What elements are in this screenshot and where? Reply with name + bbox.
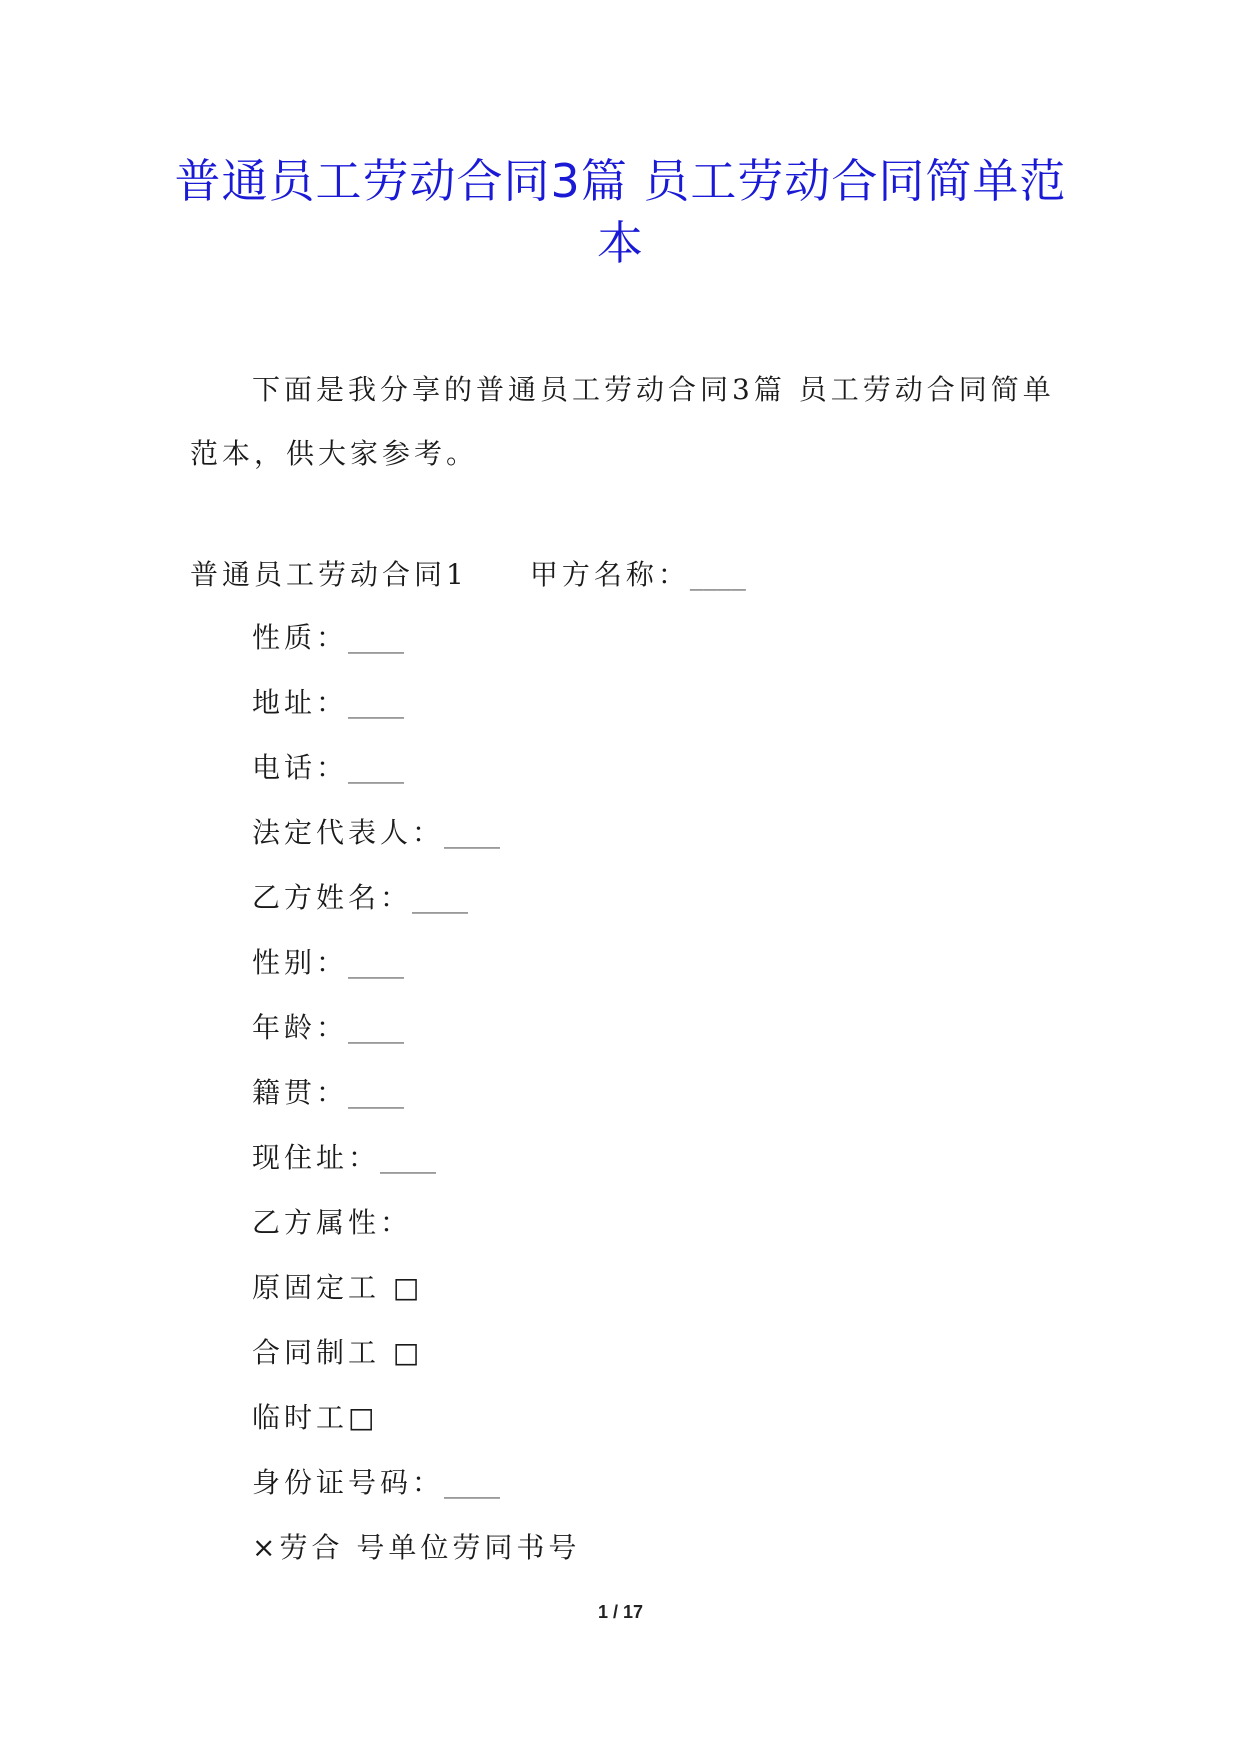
- party-a-name-label: 甲方名称：: [529, 558, 690, 591]
- field-original-permanent-worker: [252, 1268, 580, 1333]
- field-label: 乙方属性：: [252, 1206, 413, 1239]
- field-blank: ____: [348, 1076, 405, 1109]
- field-blank: ____: [348, 686, 405, 719]
- field-label: 临时工□: [252, 1401, 379, 1434]
- field-temporary-worker: [252, 1398, 580, 1463]
- field-phone: [252, 748, 580, 813]
- field-label: 性质：: [252, 621, 349, 654]
- field-party-b-name: [252, 878, 580, 943]
- field-gender: [252, 943, 580, 1008]
- field-blank: ____: [444, 1466, 501, 1499]
- field-contract-number: [252, 1528, 580, 1593]
- field-label: 原固定工 □: [252, 1271, 424, 1304]
- page-indicator: 1 / 17: [597, 1602, 644, 1622]
- field-blank: ____: [348, 946, 405, 979]
- field-native-place: [252, 1073, 580, 1138]
- field-current-address: [252, 1138, 580, 1203]
- field-address: [252, 683, 580, 748]
- intro-paragraph: 下面是我分享的普通员工劳动合同3篇 员工劳动合同简单范本，供大家参考。: [190, 373, 1055, 470]
- field-label: 地址：: [252, 686, 349, 719]
- field-label: ×劳合 号单位劳同书号: [252, 1531, 581, 1564]
- field-label: 电话：: [252, 751, 349, 784]
- party-a-name-blank: ____: [689, 558, 746, 591]
- field-blank: ____: [348, 1011, 405, 1044]
- contract-field-list: [252, 618, 580, 1593]
- field-blank: ____: [380, 1141, 437, 1174]
- field-label: 籍贯：: [252, 1076, 349, 1109]
- field-blank: ____: [348, 751, 405, 784]
- field-label: 现住址：: [252, 1141, 381, 1174]
- field-age: [252, 1008, 580, 1073]
- field-label: 法定代表人：: [252, 816, 445, 849]
- field-nature: [252, 618, 580, 683]
- field-blank: ____: [412, 881, 469, 914]
- field-blank: ____: [348, 621, 405, 654]
- document-title: 普通员工劳动合同3篇 员工劳动合同简单范本: [174, 154, 1067, 270]
- contract-first-line: [190, 555, 746, 595]
- field-label: 性别：: [252, 946, 349, 979]
- field-blank: ____: [444, 816, 501, 849]
- field-label: 身份证号码：: [252, 1466, 445, 1499]
- field-id-number: [252, 1463, 580, 1528]
- field-party-b-attribute: [252, 1203, 580, 1268]
- section-heading: 普通员工劳动合同1: [190, 558, 468, 591]
- field-contract-worker: [252, 1333, 580, 1398]
- field-legal-representative: [252, 813, 580, 878]
- field-label: 乙方姓名：: [252, 881, 413, 914]
- field-label: 合同制工 □: [252, 1336, 424, 1369]
- field-label: 年龄：: [252, 1011, 349, 1044]
